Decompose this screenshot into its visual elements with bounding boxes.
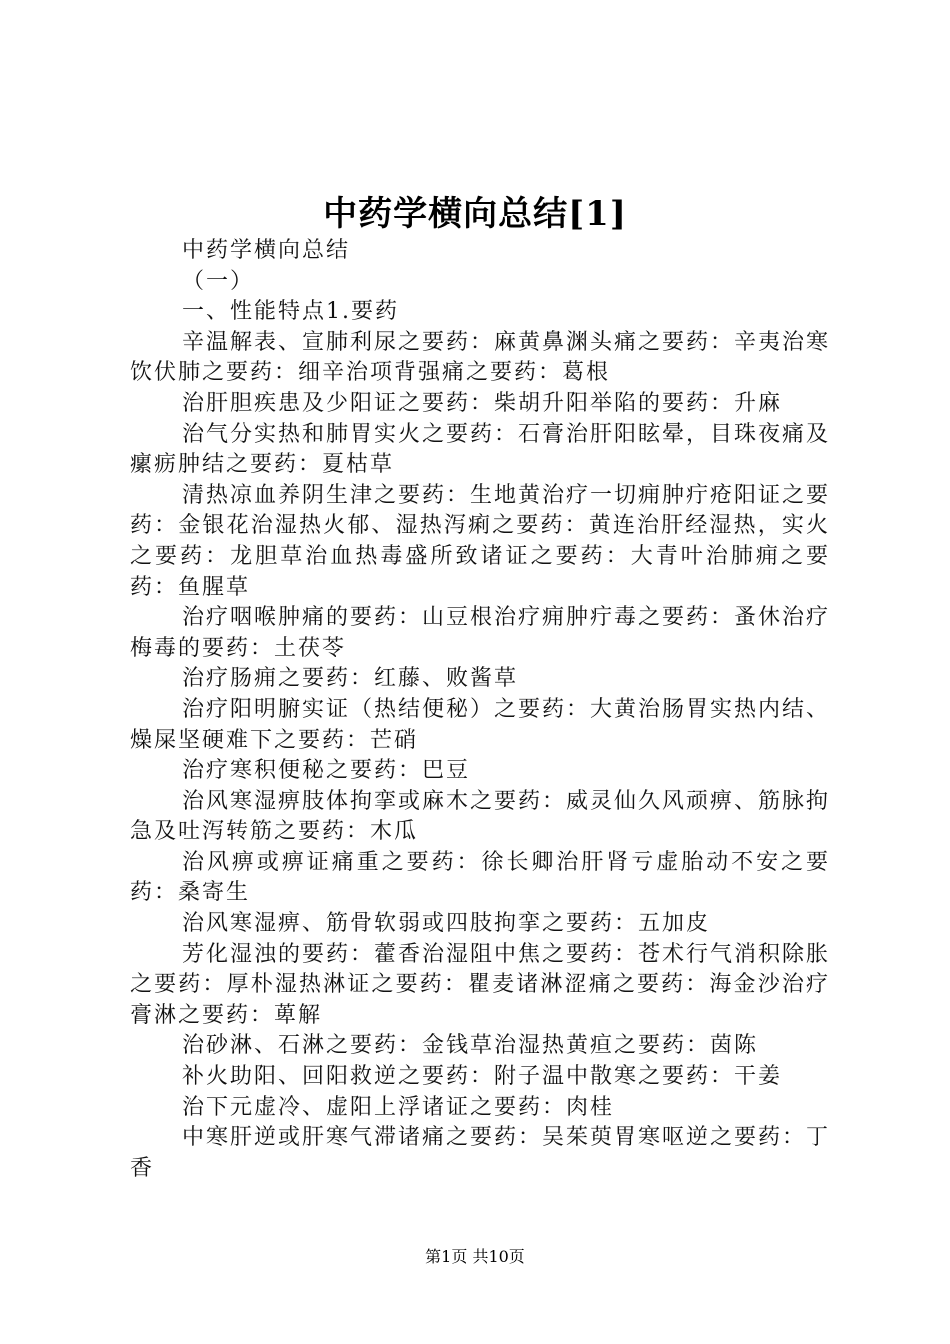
paragraph: 治风痹或痹证痛重之要药：徐长卿治肝肾亏虚胎动不安之要药：桑寄生: [130, 849, 830, 906]
document-body: [130, 236, 830, 1184]
paragraph: 辛温解表、宣肺利尿之要药：麻黄鼻渊头痛之要药：辛夷治寒饮伏肺之要药：细辛治项背强痛之要药：葛根: [130, 329, 831, 386]
paragraph: 治疗阳明腑实证（热结便秘）之要药：大黄治肠胃实热内结、燥屎坚硬难下之要药：芒硝: [130, 696, 831, 753]
paragraph: 治下元虚冷、虚阳上浮诸证之要药：肉桂: [182, 1094, 615, 1120]
paragraph: 芳化湿浊的要药：藿香治湿阻中焦之要药：苍术行气消积除胀之要药：厚朴湿热淋证之要药：瞿麦诸淋涩痛之要药：海金沙治疗膏淋之要药：萆解: [130, 941, 831, 1028]
paragraph: 治疗寒积便秘之要药：巴豆: [182, 758, 471, 784]
paragraph: （一）: [182, 268, 255, 294]
paragraph: 中寒肝逆或肝寒气滞诸痛之要药：吴茱萸胃寒呕逆之要药：丁香: [130, 1125, 831, 1181]
paragraph: 治疗肠痈之要药：红藤、败酱草: [182, 666, 519, 692]
paragraph: 治疗咽喉肿痛的要药：山豆根治疗痈肿疔毒之要药：蚤休治疗梅毒的要药：土茯苓: [130, 605, 831, 661]
paragraph: 治肝胆疾患及少阳证之要药：柴胡升阳举陷的要药：升麻: [182, 390, 783, 416]
paragraph: 一、性能特点1.要药: [182, 299, 399, 325]
paragraph: 治风寒湿痹肢体拘挛或麻木之要药：威灵仙久风顽痹、筋脉拘急及吐泻转筋之要药：木瓜: [130, 788, 831, 845]
paragraph: 治砂淋、石淋之要药：金钱草治湿热黄疸之要药：茵陈: [182, 1033, 759, 1059]
document-title: 中药学横向总结[1]: [323, 194, 627, 234]
paragraph: 治风寒湿痹、筋骨软弱或四肢拘挛之要药：五加皮: [182, 911, 711, 937]
paragraph: 清热凉血养阴生津之要药：生地黄治疗一切痈肿疔疮阳证之要药：金银花治湿热火郁、湿热泻痢之要药：黄连治肝经湿热，实火之要药：龙胆草治血热毒盛所致诸证之要药：大青叶治肺痈之要药：鱼腥草: [130, 482, 831, 600]
paragraph: 治气分实热和肺胃实火之要药：石膏治肝阳眩晕，目珠夜痛及瘰疬肿结之要药：夏枯草: [130, 421, 831, 478]
paragraph: 中药学横向总结: [182, 238, 351, 263]
page-number-footer: 第1页 共10页: [425, 1247, 525, 1266]
paragraph: 补火助阳、回阳救逆之要药：附子温中散寒之要药：干姜: [182, 1064, 783, 1090]
